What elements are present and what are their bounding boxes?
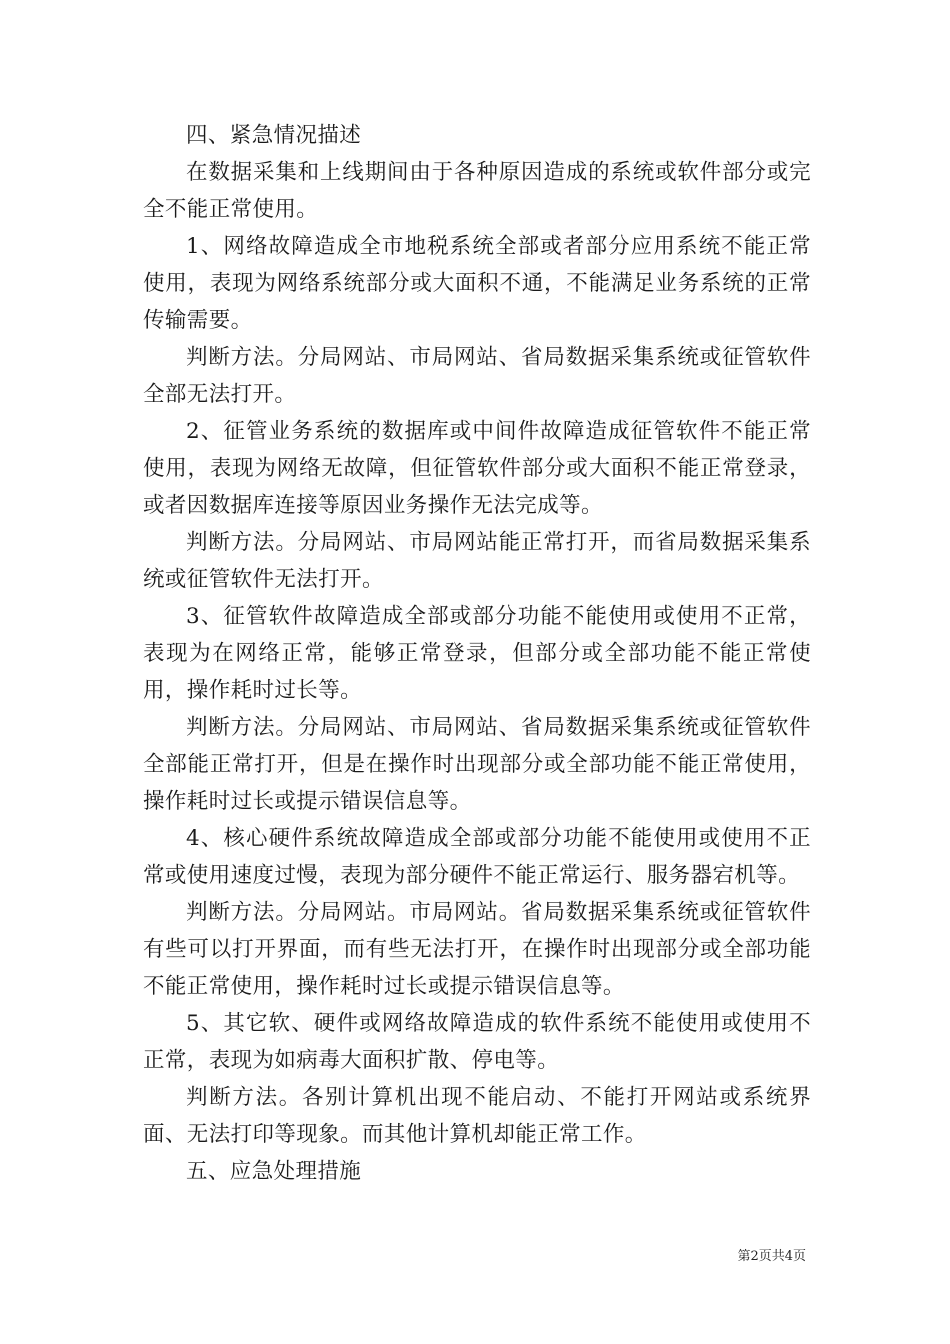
case-1-judgment-method: 判断方法。分局网站、市局网站、省局数据采集系统或征管软件全部无法打开。 bbox=[143, 345, 811, 407]
case-4-judgment-method: 判断方法。分局网站。市局网站。省局数据采集系统或征管软件有些可以打开界面，而有些无法打开，在操作时出现部分或全部功能不能正常使用，操作耗时过长或提示错误信息等。 bbox=[143, 900, 811, 999]
case-3-judgment-method: 判断方法。分局网站、市局网站、省局数据采集系统或征管软件全部能正常打开，但是在操作时出现部分或全部功能不能正常使用，操作耗时过长或提示错误信息等。 bbox=[143, 715, 811, 814]
case-1-network-failure: 1、网络故障造成全市地税系统全部或者部分应用系统不能正常使用，表现为网络系统部分或大面积不通，不能满足业务系统的正常传输需要。 bbox=[143, 234, 811, 333]
case-5-other-failure: 5、其它软、硬件或网络故障造成的软件系统不能使用或使用不正常，表现为如病毒大面积扩散、停电等。 bbox=[143, 1011, 811, 1073]
case-3-software-failure: 3、征管软件故障造成全部或部分功能不能使用或使用不正常，表现为在网络正常，能够正常登录，但部分或全部功能不能正常使用，操作耗时过长等。 bbox=[143, 604, 811, 703]
case-5-judgment-method: 判断方法。各别计算机出现不能启动、不能打开网站或系统界面、无法打印等现象。而其他计算机却能正常工作。 bbox=[143, 1085, 811, 1147]
intro-paragraph: 在数据采集和上线期间由于各种原因造成的系统或软件部分或完全不能正常使用。 bbox=[143, 160, 811, 222]
page-number-footer: 第2页共4页 bbox=[737, 1249, 806, 1264]
case-2-judgment-method: 判断方法。分局网站、市局网站能正常打开，而省局数据采集系统或征管软件无法打开。 bbox=[143, 530, 811, 592]
case-2-database-failure: 2、征管业务系统的数据库或中间件故障造成征管软件不能正常使用，表现为网络无故障，但征管软件部分或大面积不能正常登录，或者因数据库连接等原因业务操作无法完成等。 bbox=[143, 419, 811, 518]
section-heading-emergency-measures: 五、应急处理措施 bbox=[186, 1159, 362, 1184]
section-heading-emergency-description: 四、紧急情况描述 bbox=[186, 123, 362, 148]
case-4-hardware-failure: 4、核心硬件系统故障造成全部或部分功能不能使用或使用不正常或使用速度过慢，表现为部分硬件不能正常运行、服务器宕机等。 bbox=[143, 826, 811, 888]
document-body bbox=[143, 117, 811, 1190]
